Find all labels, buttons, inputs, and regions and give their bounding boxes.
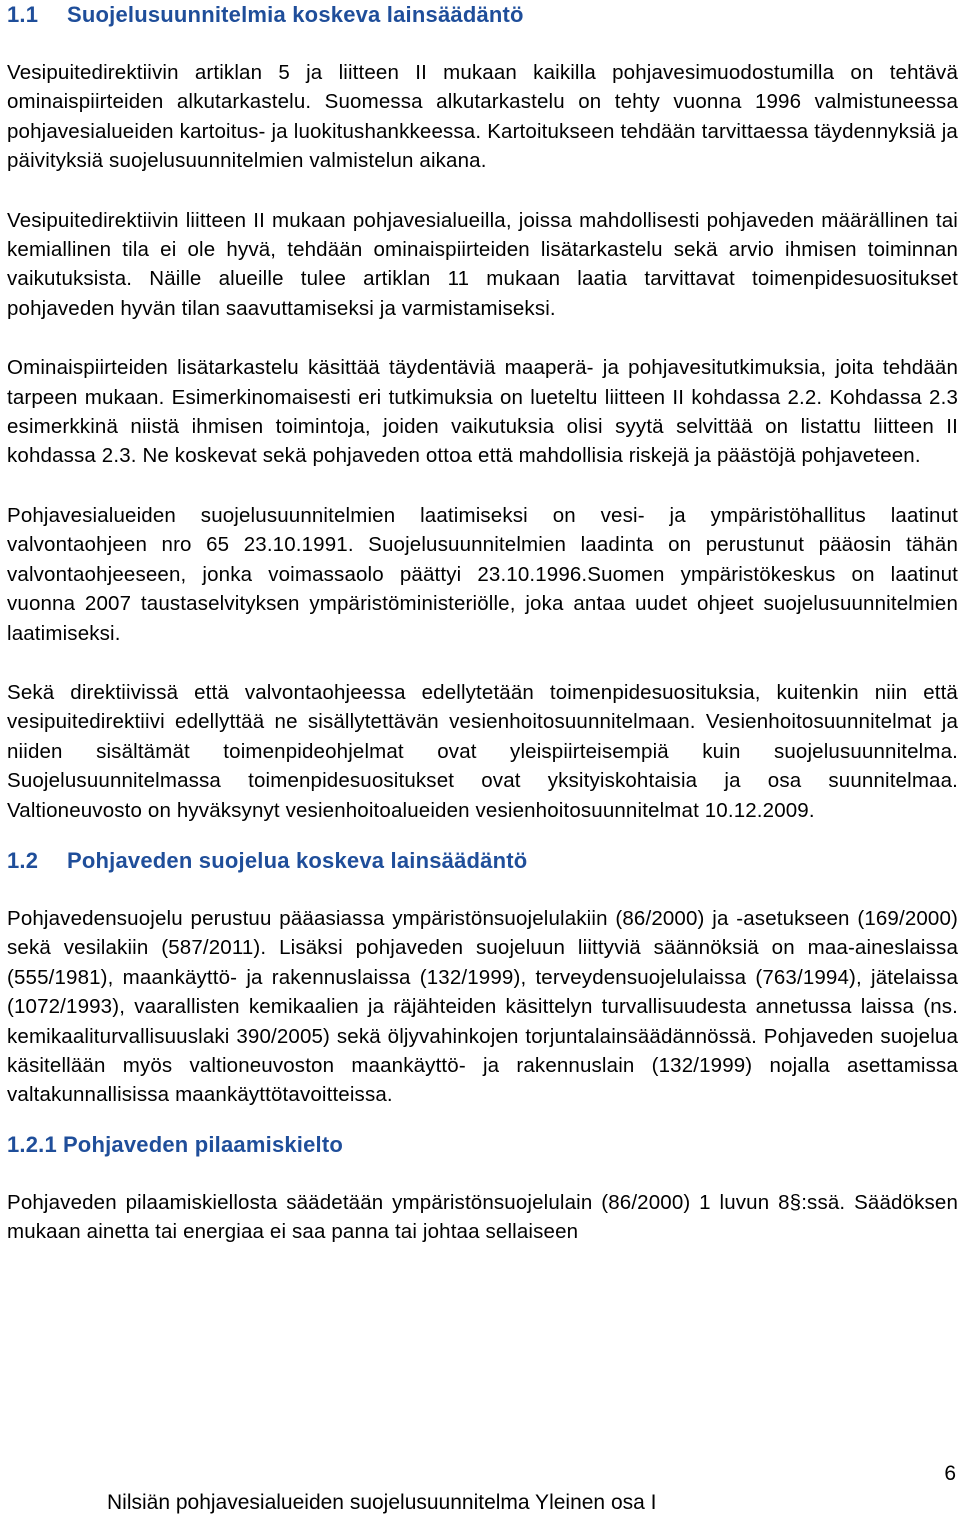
section-title: Pohjaveden suojelua koskeva lainsäädäntö xyxy=(67,847,528,873)
section-title: Suojelusuunnitelmia koskeva lainsäädäntö xyxy=(67,2,524,27)
page-number: 6 xyxy=(944,1462,956,1485)
document-page xyxy=(7,0,958,1247)
paragraph-toimenpidesuositukset: Sekä direktiivissä että valvontaohjeessa edellytetään toimenpidesuosituksia, kuitenkin niin että vesipuitedirektiivi edellyttää ne sisällytettävän vesienhoitosuunnitelmaan. Vesienhoitosuunnitelmat ja niiden sisältämät toimenpideohjelmat ovat yleispiirteisempiä kuin suojelusuunnitelma. Suojelusuunnitelmassa toimenpidesuositukset ovat yksityiskohtaisia ja osa suunnitelmaa. Valtioneuvosto on hyväksynyt vesienhoitoalueiden vesienhoitosuunnitelmat 10.12.2009. xyxy=(7,680,958,822)
paragraph-tutkimukset: Ominaispiirteiden lisätarkastelu käsittää täydentäviä maaperä- ja pohjavesitutkimuksia, joita tehdään tarpeen mukaan. Esimerkinomaisesti eri tutkimuksia on lueteltu liitteen II kohdassa 2.2. Kohdassa 2.3 esimerkkinä niistä ihmisen toimintoja, joiden vaikutuksia olisi syytä selvittää on listattu liitteen II kohdassa 2.3. Ne koskevat sekä pohjaveden ottoa että mahdollisia riskejä ja päästöjä pohjaveteen. xyxy=(7,356,958,468)
section-heading-1-2-1 xyxy=(7,1130,958,1160)
paragraph-alkutarkastelu: Vesipuitedirektiivin artiklan 5 ja liitteen II mukaan kaikilla pohjavesimuodostumilla on tehtävä ominaispiirteiden alkutarkastelu. Suomessa alkutarkastelu on tehty vuonna 1996 valmistuneessa pohjavesialueiden kartoitus- ja luokitushankkeessa. Kartoitukseen tehdään tarvittaessa täydennyksiä ja päivityksiä suojelusuunnitelmien valmistelun aikana. xyxy=(7,61,958,173)
paragraph-lainsaadanto: Pohjavedensuojelu perustuu pääasiassa ympäristönsuojelulakiin (86/2000) ja -asetukseen (169/2000) sekä vesilakiin (587/2011). Lisäksi pohjaveden suojeluun liittyviä säännöksiä on maa-aineslaissa (555/1981), maankäyttö- ja rakennuslaissa (132/1999), terveydensuojelulaissa (763/1994), jätelaissa (1072/1993), vaarallisten kemikaalien ja räjähteiden käsittelyn turvallisuudesta annetussa laissa (ns. kemikaaliturvallisuuslaki 390/2005) sekä öljyvahinkojen torjuntalainsäädännössä. Pohjaveden suojelua käsitellään myös valtioneuvoston maankäyttö- ja rakennuslain (132/1999) nojalla asettamissa valtakunnallisissa maankäyttötavoitteissa. xyxy=(7,906,958,1107)
paragraph-valvontaohje: Pohjavesialueiden suojelusuunnitelmien laatimiseksi on vesi- ja ympäristöhallitus laatinut valvontaohjeen nro 65 23.10.1991. Suojelusuunnitelmien laadinta on perustunut pääosin tähän valvontaohjeeseen, jonka voimassaolo päättyi 23.10.1996.Suomen ympäristökeskus on laatinut vuonna 2007 taustaselvityksen ympäristöministeriölle, joka antaa uudet ohjeet suojelusuunnitelmien laatimiseksi. xyxy=(7,503,958,645)
section-number: 1.2.1 xyxy=(7,1131,57,1157)
section-heading-1-1 xyxy=(7,0,958,30)
paragraph-pilaamiskielto: Pohjaveden pilaamiskiellosta säädetään ympäristönsuojelulain (86/2000) 1 luvun 8§:ssä. Säädöksen mukaan ainetta tai energiaa ei saa panna tai johtaa sellaiseen xyxy=(7,1190,958,1244)
section-heading-1-2 xyxy=(7,846,958,876)
section-number: 1.1 xyxy=(7,2,39,27)
page-footer: Nilsiän pohjavesialueiden suojelusuunnitelma Yleinen osa I xyxy=(107,1491,657,1514)
section-title: Pohjaveden pilaamiskielto xyxy=(62,1131,344,1157)
paragraph-lisatarkastelu: Vesipuitedirektiivin liitteen II mukaan pohjavesialueilla, joissa mahdollisesti pohjaveden määrällinen tai kemiallinen tila ei ole hyvä, tehdään ominaispiirteiden lisätarkastelu sekä arvio ihmisen toiminnan vaikutuksista. Näille alueille tulee artiklan 11 mukaan laatia tarvittavat toimenpidesuositukset pohjaveden hyvän tilan saavuttamiseksi ja varmistamiseksi. xyxy=(7,208,958,320)
section-number: 1.2 xyxy=(7,847,39,873)
